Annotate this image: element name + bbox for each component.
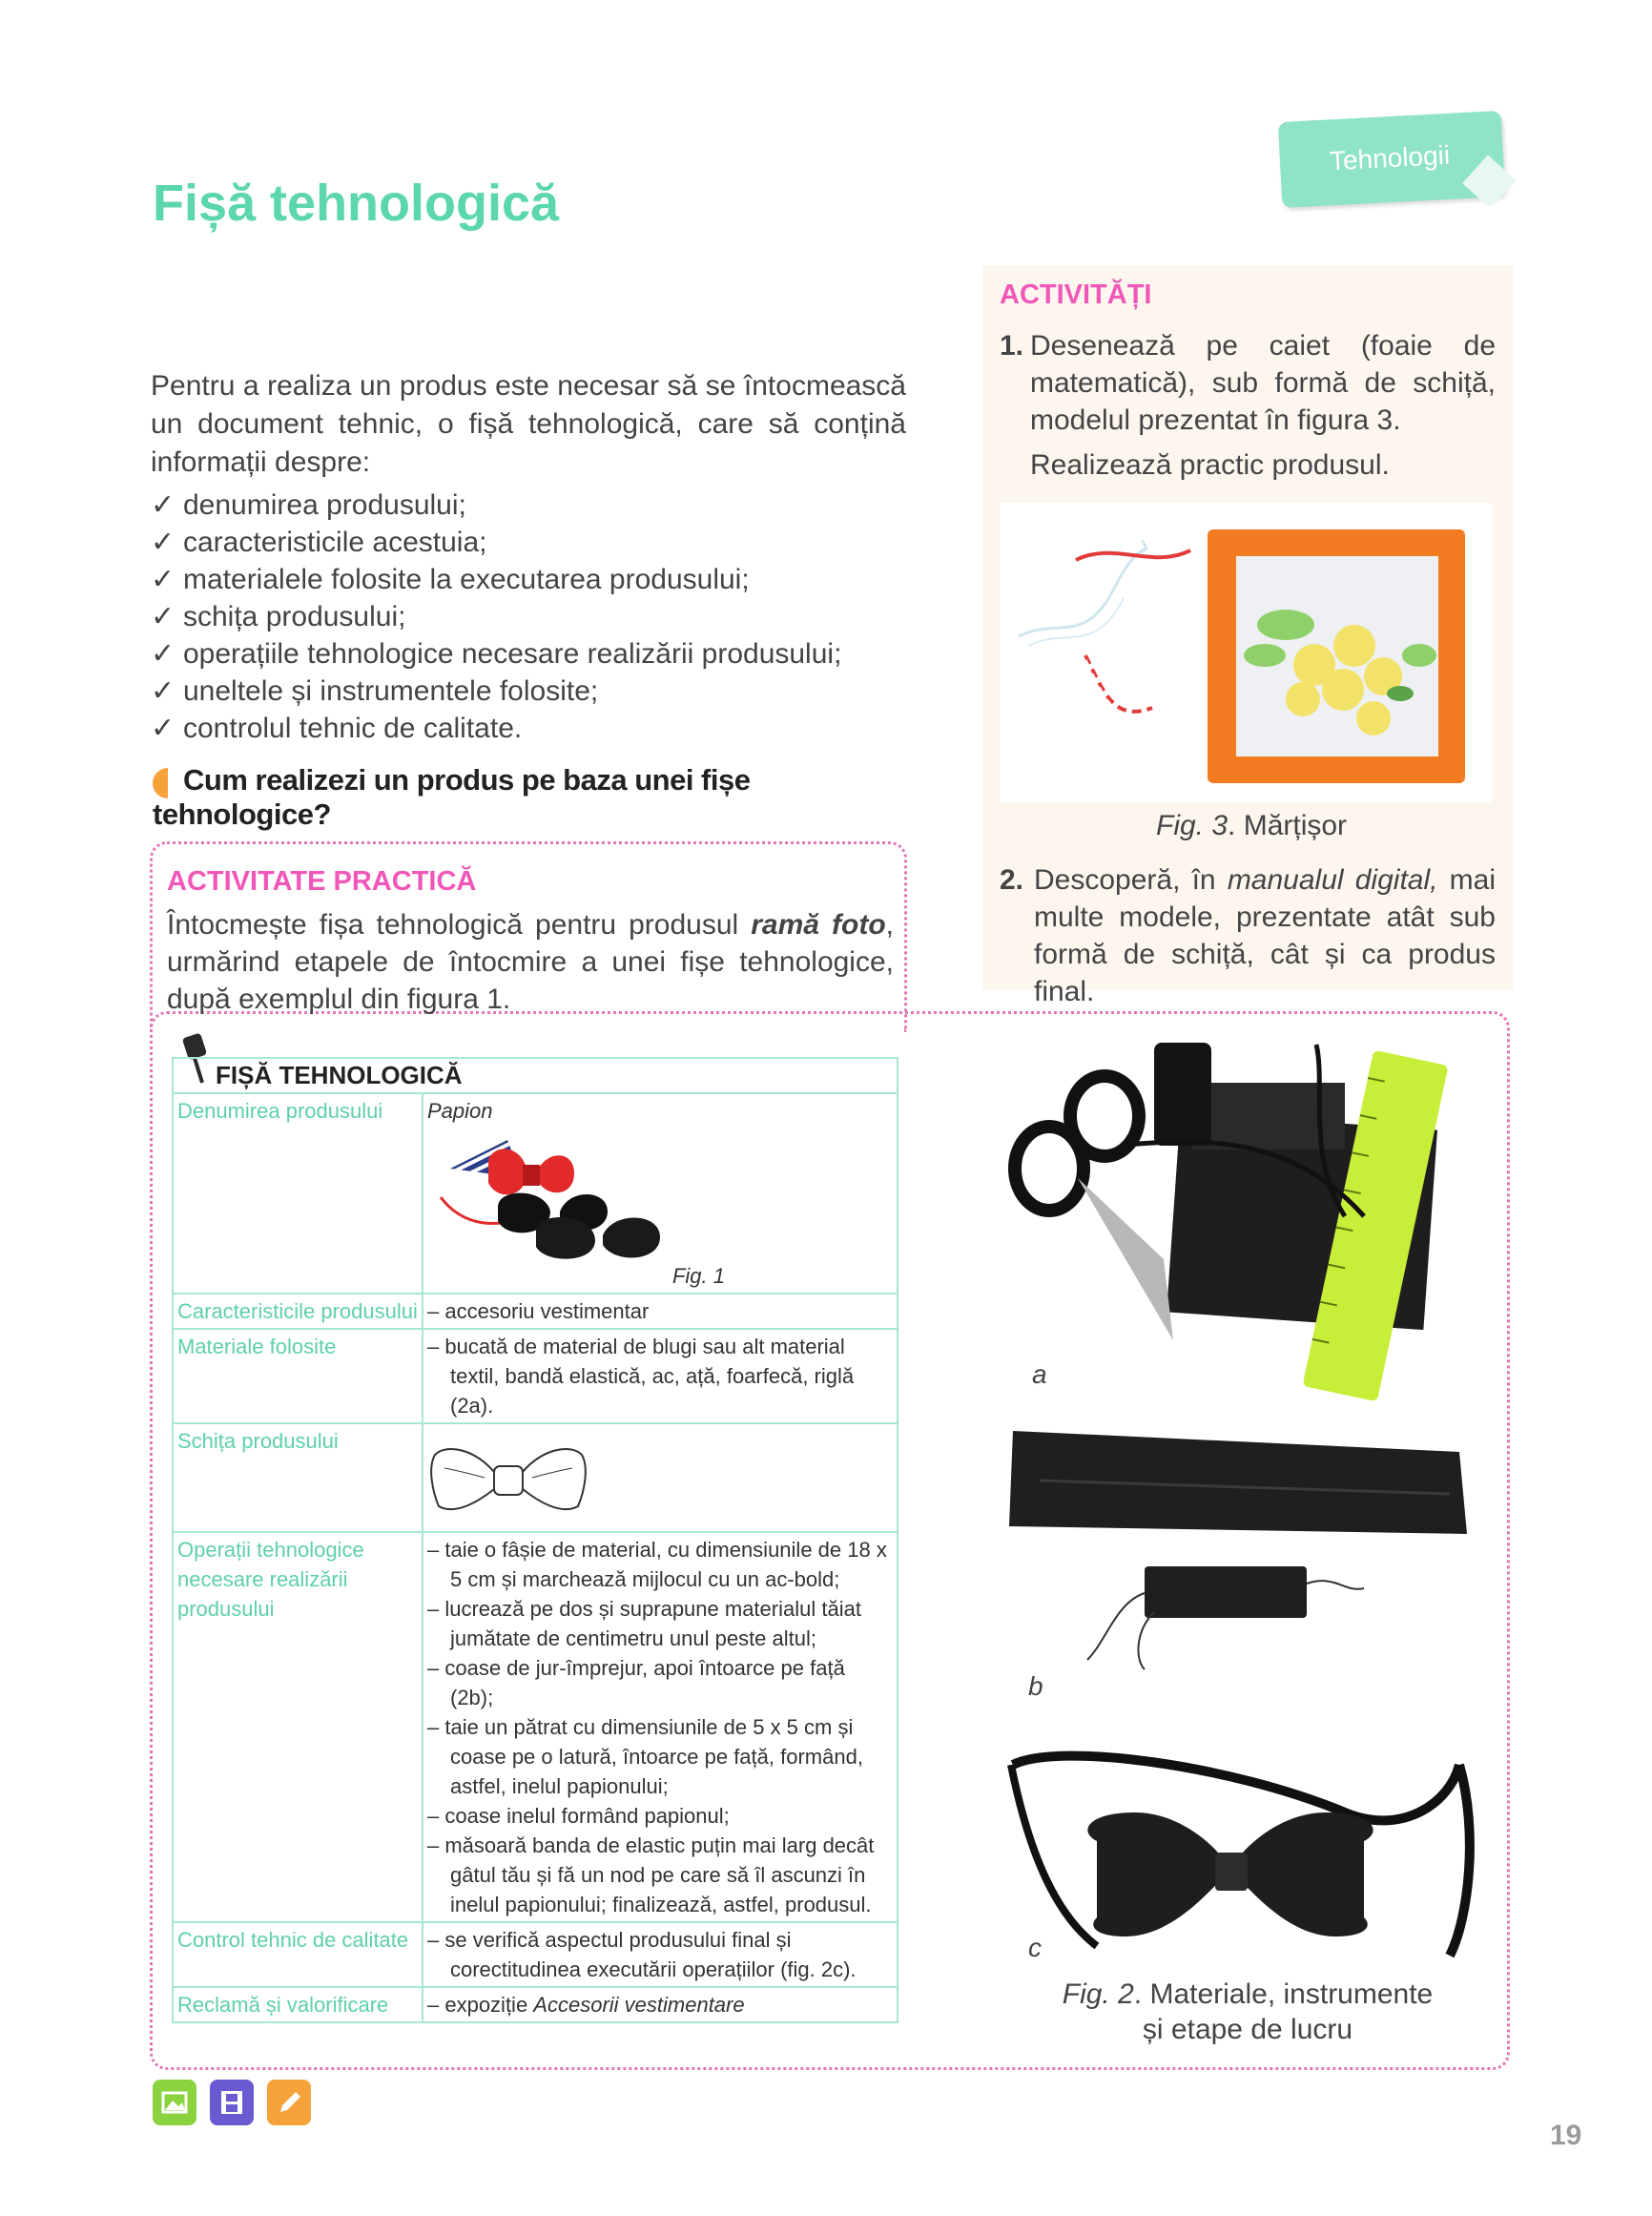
figure-1-label: Fig. 1 bbox=[671, 1264, 725, 1288]
image-icon[interactable] bbox=[153, 2080, 196, 2125]
activity-text: Descoperă, în manualul digital, mai multe modele, prezentate atât sub formă de schiță, cât și ca produs final. bbox=[1034, 864, 1496, 1007]
page-title: Fișă tehnologică bbox=[153, 175, 560, 232]
row-label: Materiale folosite bbox=[173, 1329, 423, 1423]
row-label: Reclamă și valorificare bbox=[173, 1987, 423, 2022]
operations-list bbox=[423, 1532, 898, 1922]
operation-step: – coase inelul formând papionul; bbox=[427, 1804, 730, 1828]
row-label: Schița produsului bbox=[173, 1423, 423, 1532]
row-value: – accesoriu vestimentar bbox=[423, 1294, 898, 1329]
page-number: 19 bbox=[1550, 2120, 1582, 2151]
product-name-cell bbox=[423, 1093, 898, 1294]
martisor-photo bbox=[1000, 503, 1492, 802]
check-icon: ✓ bbox=[151, 713, 176, 744]
tech-sheet-header: FIȘĂ TEHNOLOGICĂ bbox=[173, 1058, 898, 1093]
checklist-item: ✓ uneltele și instrumentele folosite; bbox=[151, 673, 914, 710]
table-row bbox=[173, 1093, 898, 1294]
activity-number: 1. bbox=[1000, 330, 1024, 362]
sketch-cell bbox=[423, 1423, 898, 1532]
bowtie-sketch bbox=[427, 1439, 589, 1520]
activity-item-1 bbox=[1000, 327, 1496, 439]
activity-extra-text: Realizează practic produsul. bbox=[1030, 449, 1390, 481]
operation-step: – coase de jur-împrejur, apoi întoarce pe față (2b); bbox=[427, 1656, 845, 1709]
materials-photo bbox=[1002, 1025, 1497, 1436]
chapter-tab bbox=[1278, 111, 1505, 208]
checklist-item: ✓ controlul tehnic de calitate. bbox=[151, 710, 914, 747]
check-icon: ✓ bbox=[151, 675, 176, 707]
row-label: Control tehnic de calitate bbox=[173, 1922, 423, 1987]
operation-step: – lucrează pe dos și suprapune materialul tăiat jumătate de centimetru unul peste altul; bbox=[427, 1597, 861, 1650]
table-row bbox=[173, 1532, 898, 1922]
product-name: Papion bbox=[427, 1099, 493, 1123]
info-checklist bbox=[151, 487, 914, 747]
practical-activity-title: ACTIVITATE PRACTICĂ bbox=[167, 866, 477, 897]
figure-3-caption: Fig. 3. Mărțișor bbox=[1156, 810, 1348, 841]
figure-2-caption: Fig. 2. Materiale, instrumente și etape de lucru bbox=[1062, 1978, 1434, 2045]
figure-2a-label: a bbox=[1032, 1359, 1047, 1389]
check-icon: ✓ bbox=[151, 564, 176, 595]
checklist-item: ✓ caracteristicile acestuia; bbox=[151, 524, 914, 561]
table-row bbox=[173, 1922, 898, 1987]
check-icon: ✓ bbox=[151, 527, 176, 558]
chapter-tab-label: Tehnologii bbox=[1329, 139, 1451, 176]
figure-2b-label: b bbox=[1028, 1671, 1043, 1701]
checklist-item: ✓ operațiile tehnologice necesare realizării produsului; bbox=[151, 635, 914, 673]
row-value: – expoziție Accesorii vestimentare bbox=[423, 1987, 898, 2022]
tab-fold-corner bbox=[1462, 155, 1516, 208]
half-circle-icon bbox=[149, 766, 174, 800]
table-row bbox=[173, 1423, 898, 1532]
row-value: – se verifică aspectul produsului final și corectitudinea executării operațiilor (fig. 2c). bbox=[423, 1922, 898, 1987]
activity-number: 2. bbox=[1000, 864, 1024, 896]
pencil-icon[interactable] bbox=[267, 2080, 311, 2125]
checklist-item: ✓ denumirea produsului; bbox=[151, 487, 914, 524]
operation-step: – taie un pătrat cu dimensiunile de 5 x 5 cm și coase pe o latură, întoarce pe față, formând, astfel, inelul papionului; bbox=[427, 1715, 863, 1798]
figure-2c-label: c bbox=[1028, 1933, 1042, 1962]
finished-bowtie-photo bbox=[1002, 1746, 1497, 1975]
activity-text: Desenează pe caiet (foaie de matematică), sub formă de schiță, modelul prezentat în figura 3. bbox=[1030, 330, 1496, 436]
operation-step: – taie o fâșie de material, cu dimensiunile de 18 x 5 cm și marchează mijlocul cu un ac-bold; bbox=[427, 1538, 887, 1591]
table-row bbox=[173, 1987, 898, 2022]
fabric-strip-photo bbox=[1002, 1431, 1497, 1679]
row-value: – bucată de material de blugi sau alt material textil, bandă elastică, ac, ață, foarfecă, riglă (2a). bbox=[423, 1329, 898, 1423]
row-label: Caracteristicile produsului bbox=[173, 1294, 423, 1329]
checklist-item: ✓ schița produsului; bbox=[151, 598, 914, 635]
martisor-illustration bbox=[1000, 503, 1492, 802]
checklist-item: ✓ materialele folosite la executarea produsului; bbox=[151, 561, 914, 598]
operation-step: – măsoară banda de elastic puțin mai larg decât gâtul tău și fă un nod pe care să îl ascunzi în inelul papionului; finalizează, astfel, produsul. bbox=[427, 1833, 875, 1916]
intro-paragraph: Pentru a realiza un produs este necesar să se întocmească un document tehnic, o fișă tehnologică, care să conțină informații despre: bbox=[151, 370, 906, 478]
table-row bbox=[173, 1294, 898, 1329]
row-label: Operații tehnologice necesare realizării produsului bbox=[173, 1532, 423, 1922]
tech-sheet-table bbox=[172, 1057, 898, 2023]
guiding-question: Cum realizezi un produs pe baza unei fișe tehnologice? bbox=[153, 763, 916, 832]
check-icon: ✓ bbox=[151, 601, 176, 632]
film-icon[interactable] bbox=[210, 2080, 254, 2125]
check-icon: ✓ bbox=[151, 489, 176, 521]
check-icon: ✓ bbox=[151, 638, 176, 670]
table-row bbox=[173, 1058, 898, 1093]
activity-item-2 bbox=[1000, 861, 1496, 1010]
activities-title: ACTIVITĂȚI bbox=[1000, 280, 1152, 310]
row-label: Denumirea produsului bbox=[173, 1093, 423, 1294]
table-row bbox=[173, 1329, 898, 1423]
bowtie-photo bbox=[431, 1130, 679, 1264]
practical-activity-text: Întocmește fișa tehnologică pentru produsul ramă foto, urmărind etapele de întocmire a unei fișe tehnologice, după exemplul din figura 1. bbox=[167, 909, 894, 1015]
